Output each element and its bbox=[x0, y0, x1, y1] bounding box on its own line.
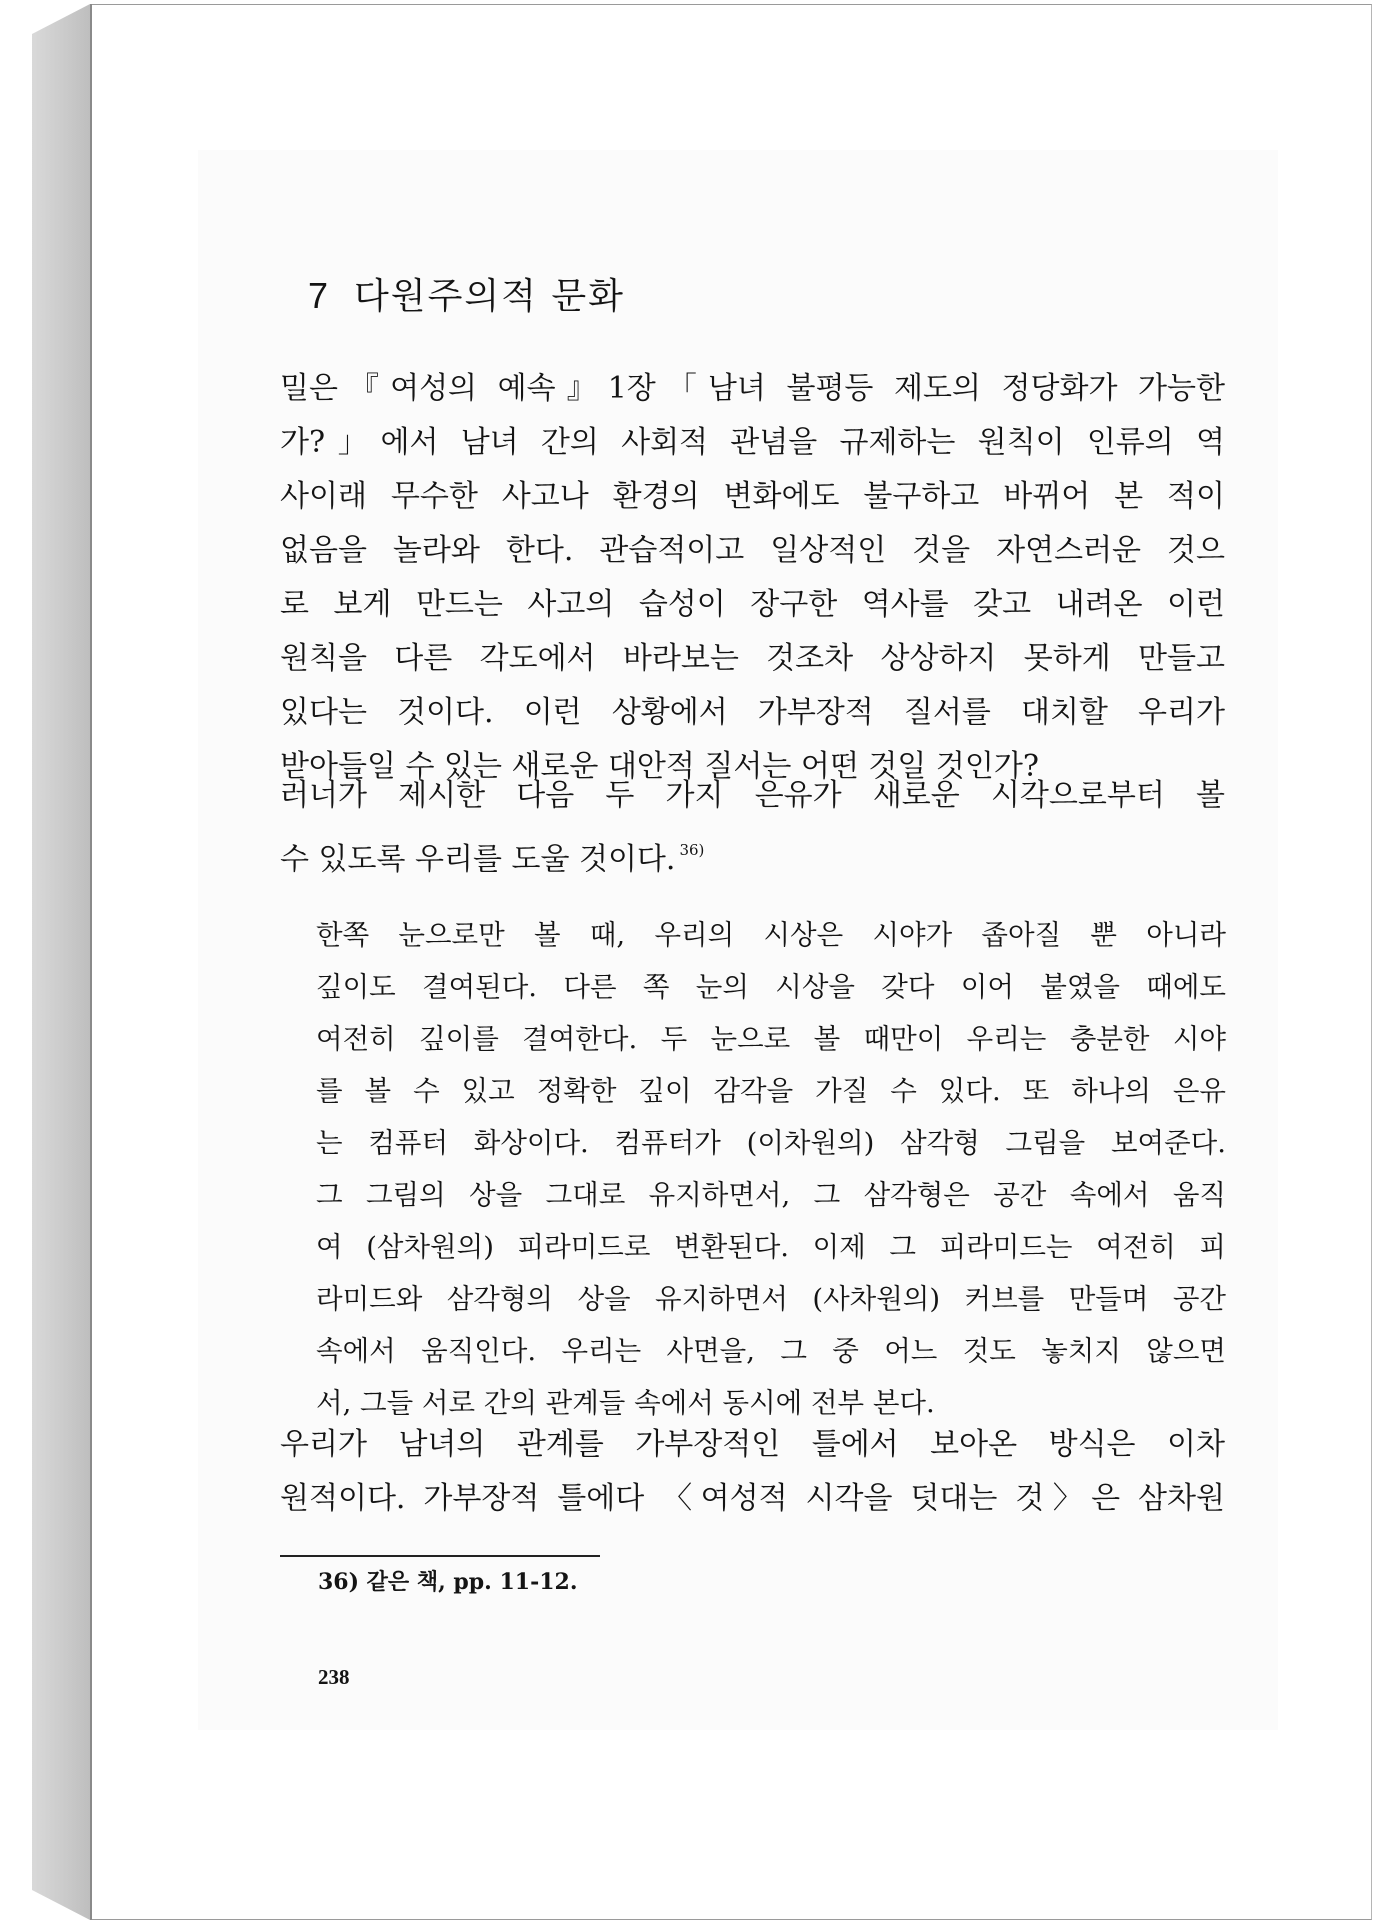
quote-line: 서, 그들 서로 간의 관계들 속에서 동시에 전부 본다. bbox=[316, 1387, 935, 1419]
book-spine bbox=[32, 4, 92, 1920]
page-number: 238 bbox=[318, 1665, 350, 1689]
text-line: 가?」에서 남녀 간의 사회적 관념을 규제하는 원칙이 인류의 역 bbox=[280, 425, 1225, 460]
quote-line: 속에서 움직인다. 우리는 사면을, 그 중 어느 것도 놓치지 않으면 bbox=[316, 1335, 1226, 1367]
text-line: 밀은『여성의 예속』1장「남녀 불평등 제도의 정당화가 가능한 bbox=[280, 371, 1225, 406]
paragraph-1 bbox=[280, 362, 1225, 794]
footnote-divider bbox=[280, 1555, 600, 1557]
text-line: 원적이다. 가부장적 틀에다 〈여성적 시각을 덧대는 것〉은 삼차원 bbox=[280, 1481, 1225, 1516]
quote-line: 라미드와 삼각형의 상을 유지하면서 (사차원의) 커브를 만들며 공간 bbox=[316, 1283, 1226, 1315]
text-line: 받아들일 수 있는 새로운 대안적 질서는 어떤 것일 것인가? bbox=[280, 749, 1039, 784]
text-line: 러너가 제시한 다음 두 가지 은유가 새로운 시각으로부터 볼 bbox=[280, 778, 1225, 813]
section-title: 다원주의적 문화 bbox=[354, 276, 625, 317]
text-line: 로 보게 만드는 사고의 습성이 장구한 역사를 갖고 내려온 이런 bbox=[280, 587, 1225, 622]
quote-line: 여 (삼차원의) 피라미드로 변환된다. 이제 그 피라미드는 여전히 피 bbox=[316, 1231, 1226, 1263]
quote-line: 는 컴퓨터 화상이다. 컴퓨터가 (이차원의) 삼각형 그림을 보여준다. bbox=[316, 1127, 1226, 1159]
text-line: 우리가 남녀의 관계를 가부장적인 틀에서 보아온 방식은 이차 bbox=[280, 1427, 1225, 1462]
text-line: 있다는 것이다. 이런 상황에서 가부장적 질서를 대치할 우리가 bbox=[280, 695, 1225, 730]
text-line: 없음을 놀라와 한다. 관습적이고 일상적인 것을 자연스러운 것으 bbox=[280, 533, 1225, 568]
footnote: 36) 같은 책, pp. 11-12. bbox=[318, 1569, 578, 1595]
footnote-reference: 36) bbox=[679, 841, 705, 859]
paragraph-3 bbox=[280, 1418, 1225, 1526]
quote-line: 그 그림의 상을 그대로 유지하면서, 그 삼각형은 공간 속에서 움직 bbox=[316, 1179, 1226, 1211]
section-number: 7 bbox=[308, 275, 331, 316]
text-line-content: 수 있도록 우리를 도울 것이다. bbox=[280, 842, 676, 877]
quote-line: 를 볼 수 있고 정확한 깊이 감각을 가질 수 있다. 또 하나의 은유 bbox=[316, 1075, 1226, 1107]
quote-line: 한쪽 눈으로만 볼 때, 우리의 시상은 시야가 좁아질 뿐 아니라 bbox=[316, 919, 1226, 951]
paragraph-2 bbox=[280, 769, 1225, 877]
text-line bbox=[280, 823, 1225, 877]
quote-line: 깊이도 결여된다. 다른 쪽 눈의 시상을 갖다 이어 붙였을 때에도 bbox=[316, 971, 1226, 1003]
text-line: 사이래 무수한 사고나 환경의 변화에도 불구하고 바뀌어 본 적이 bbox=[280, 479, 1225, 514]
block-quote bbox=[316, 909, 1226, 1429]
quote-line: 여전히 깊이를 결여한다. 두 눈으로 볼 때만이 우리는 충분한 시야 bbox=[316, 1023, 1226, 1055]
text-line: 원칙을 다른 각도에서 바라보는 것조차 상상하지 못하게 만들고 bbox=[280, 641, 1225, 676]
section-heading bbox=[308, 268, 625, 319]
